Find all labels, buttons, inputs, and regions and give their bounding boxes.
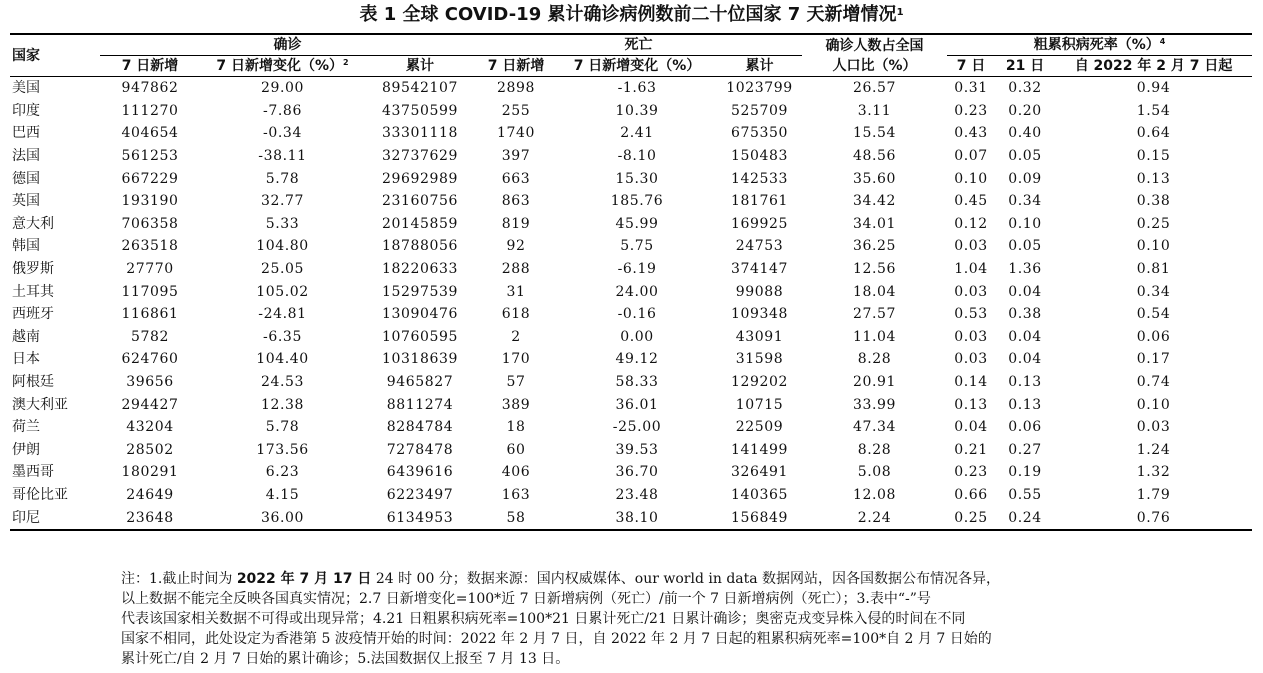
cell-deaths-change7: 15.30	[615, 170, 659, 187]
cell-country: 哥伦比亚	[12, 486, 68, 503]
cell-pop-ratio: 47.34	[852, 419, 897, 436]
cell-cfr-21d: 0.06	[1008, 419, 1042, 436]
cell-cfr-21d: 0.13	[1008, 396, 1042, 413]
cell-deaths-new7: 819	[501, 215, 531, 232]
col-deaths-new7: 7 日新增	[475, 56, 557, 77]
cell-confirmed-new7: 117095	[121, 283, 179, 300]
cell-deaths-new7: 58	[506, 509, 526, 526]
cell-country: 日本	[12, 351, 40, 368]
cell-cfr-21d: 0.13	[1008, 374, 1042, 391]
cell-cfr-since-feb7: 0.54	[1136, 306, 1171, 323]
cell-deaths-change7: -1.63	[617, 80, 657, 97]
cell-confirmed-change7: 5.33	[265, 215, 300, 232]
table-title	[0, 4, 1263, 26]
cell-confirmed-new7: 5782	[130, 328, 170, 345]
table-row	[10, 461, 1252, 484]
cell-country: 美国	[12, 80, 40, 97]
cell-confirmed-change7: -0.34	[263, 125, 302, 142]
cell-cfr-21d: 0.27	[1008, 441, 1042, 458]
cell-pop-ratio: 15.54	[852, 125, 897, 142]
cell-deaths-change7: -25.00	[612, 419, 662, 436]
footnote-line: 国家不相同，此处设定为香港第 5 波疫情开始的时间：2022 年 2 月 7 日，自 2022 年 2 月 7 日起的粗累积病死率=100*自 2 月 7 日始的	[121, 631, 992, 647]
cell-deaths-change7: 0.00	[620, 328, 654, 345]
cell-cfr-since-feb7: 0.76	[1136, 509, 1171, 526]
footnote-line1-pre: 注：1.截止时间为	[121, 571, 237, 587]
cell-deaths-change7: 23.48	[615, 486, 659, 503]
table-row	[10, 326, 1252, 349]
cell-cfr-7d: 0.43	[954, 125, 988, 142]
cell-confirmed-new7: 43204	[126, 419, 174, 436]
cell-cfr-7d: 1.04	[954, 261, 988, 278]
cell-deaths-change7: 185.76	[610, 193, 664, 210]
cell-cfr-7d: 0.21	[954, 441, 988, 458]
cell-deaths-change7: 36.70	[615, 464, 659, 481]
col-pop-ratio-header	[802, 34, 947, 77]
cell-cfr-21d: 0.04	[1008, 351, 1042, 368]
cell-cfr-21d: 0.04	[1008, 328, 1042, 345]
col-deaths-change7: 7 日新增变化（%）	[557, 56, 717, 77]
cell-country: 法国	[12, 148, 40, 165]
table-row	[10, 303, 1252, 326]
cell-deaths-change7: 38.10	[615, 509, 659, 526]
cell-deaths-change7: 39.53	[615, 441, 659, 458]
cell-cfr-7d: 0.03	[954, 351, 988, 368]
cell-confirmed-change7: -6.35	[263, 328, 302, 345]
cell-confirmed-new7: 947862	[121, 80, 179, 97]
title-footnote-mark: 1	[896, 7, 904, 18]
footnote-line: 累计死亡/自 2 月 7 日始的累计确诊；5.法国数据仅上报至 7 月 13 日。	[121, 651, 570, 667]
cell-confirmed-new7: 39656	[126, 374, 174, 391]
cell-cfr-since-feb7: 0.64	[1136, 125, 1171, 142]
cell-pop-ratio: 11.04	[852, 328, 897, 345]
cell-cfr-7d: 0.03	[954, 328, 988, 345]
cell-pop-ratio: 12.08	[852, 486, 897, 503]
cell-deaths-change7: 24.00	[615, 283, 659, 300]
table-row	[10, 258, 1252, 281]
cell-confirmed-total: 9465827	[386, 374, 454, 391]
cell-cfr-since-feb7: 0.17	[1136, 351, 1171, 368]
cell-pop-ratio: 27.57	[852, 306, 897, 323]
header-row-2	[10, 56, 1252, 77]
col-country-header: 国家	[10, 34, 100, 77]
cell-deaths-new7: 31	[506, 283, 526, 300]
cell-deaths-new7: 92	[506, 238, 526, 255]
cell-deaths-total: 326491	[731, 464, 789, 481]
cell-confirmed-change7: -7.86	[263, 102, 302, 119]
cell-confirmed-change7: 32.77	[260, 193, 305, 210]
cell-deaths-new7: 18	[506, 419, 526, 436]
cell-country: 英国	[12, 193, 40, 210]
table-row	[10, 348, 1252, 371]
cell-confirmed-new7: 404654	[121, 125, 179, 142]
cell-deaths-change7: 36.01	[615, 396, 659, 413]
cell-confirmed-total: 15297539	[381, 283, 459, 300]
cell-confirmed-change7: 5.78	[265, 170, 300, 187]
cell-cfr-21d: 0.40	[1008, 125, 1042, 142]
cell-cfr-since-feb7: 1.54	[1136, 102, 1171, 119]
table-title-text: 表 1 全球 COVID-19 累计确诊病例数前二十位国家 7 天新增情况	[359, 4, 897, 25]
cell-confirmed-new7: 24649	[126, 486, 174, 503]
col-group-deaths: 死亡	[475, 34, 802, 56]
pop-ratio-header-line1: 确诊人数占全国	[825, 37, 924, 54]
cell-country: 澳大利亚	[12, 396, 68, 413]
cell-confirmed-new7: 294427	[121, 396, 179, 413]
cell-cfr-21d: 0.09	[1008, 170, 1042, 187]
cell-country: 土耳其	[12, 283, 54, 300]
table-row	[10, 167, 1252, 190]
cell-deaths-change7: 10.39	[615, 102, 659, 119]
cell-deaths-total: 141499	[731, 441, 789, 458]
cell-cfr-7d: 0.25	[954, 509, 988, 526]
cell-confirmed-change7: -38.11	[258, 148, 307, 165]
cell-cfr-7d: 0.53	[954, 306, 988, 323]
cell-deaths-change7: -8.10	[617, 148, 657, 165]
cell-cfr-21d: 0.32	[1008, 80, 1042, 97]
cell-cfr-21d: 0.05	[1008, 238, 1042, 255]
cell-deaths-total: 181761	[731, 193, 789, 210]
cell-deaths-new7: 618	[501, 306, 531, 323]
confirmed-change7-label: 7 日新增变化（%）	[216, 58, 344, 74]
cell-deaths-total: 129202	[731, 374, 789, 391]
cell-deaths-new7: 57	[506, 374, 526, 391]
cell-country: 墨西哥	[12, 464, 54, 481]
cell-cfr-21d: 1.36	[1008, 261, 1042, 278]
table-row	[10, 393, 1252, 416]
cell-confirmed-total: 10318639	[381, 351, 459, 368]
cell-country: 阿根廷	[12, 374, 54, 391]
cell-cfr-7d: 0.10	[954, 170, 988, 187]
col-group-cfr	[947, 34, 1252, 56]
cell-deaths-total: 675350	[731, 125, 789, 142]
cell-cfr-since-feb7: 0.13	[1136, 170, 1171, 187]
cell-cfr-21d: 0.10	[1008, 215, 1042, 232]
cell-cfr-21d: 0.24	[1008, 509, 1042, 526]
cell-pop-ratio: 8.28	[857, 351, 892, 368]
cell-cfr-7d: 0.03	[954, 238, 988, 255]
table-row	[10, 371, 1252, 394]
cell-country: 印尼	[12, 509, 40, 526]
footnote-line: 代表该国家相关数据不可得或出现异常；4.21 日粗累积病死率=100*21 日累计死亡/21 日累计确诊；奥密克戎变异株入侵的时间在不同	[121, 611, 966, 627]
cell-cfr-since-feb7: 0.25	[1136, 215, 1171, 232]
cell-cfr-7d: 0.23	[954, 464, 988, 481]
cell-cfr-21d: 0.19	[1008, 464, 1042, 481]
cell-confirmed-total: 33301118	[381, 125, 459, 142]
table-row	[10, 122, 1252, 145]
cell-deaths-total: 169925	[731, 215, 789, 232]
cell-confirmed-total: 23160756	[381, 193, 459, 210]
cell-confirmed-change7: 6.23	[265, 464, 300, 481]
cell-confirmed-change7: 104.40	[256, 351, 309, 368]
col-confirmed-total: 累计	[365, 56, 475, 77]
cell-confirmed-total: 6134953	[386, 509, 454, 526]
cell-deaths-new7: 163	[501, 486, 531, 503]
cell-cfr-since-feb7: 0.74	[1136, 374, 1171, 391]
cell-country: 意大利	[12, 215, 54, 232]
cell-confirmed-change7: 104.80	[256, 238, 309, 255]
cell-confirmed-new7: 624760	[121, 351, 179, 368]
cell-cfr-7d: 0.45	[954, 193, 988, 210]
cell-confirmed-change7: 12.38	[260, 396, 305, 413]
cell-confirmed-change7: 4.15	[265, 486, 300, 503]
cell-cfr-since-feb7: 0.94	[1136, 80, 1171, 97]
cell-confirmed-new7: 111270	[121, 102, 179, 119]
cell-cfr-21d: 0.20	[1008, 102, 1042, 119]
footnote-line1-post: 24 时 00 分；数据来源：国内权威媒体、our world in data 数据网站，因各国数据公布情况各异，	[371, 571, 1001, 587]
table-row	[10, 77, 1252, 100]
cell-confirmed-total: 43750599	[381, 102, 459, 119]
cell-pop-ratio: 8.28	[857, 441, 892, 458]
cell-cfr-since-feb7: 0.10	[1136, 238, 1171, 255]
cell-confirmed-total: 13090476	[381, 306, 459, 323]
cell-pop-ratio: 5.08	[857, 464, 892, 481]
cell-pop-ratio: 18.04	[852, 283, 897, 300]
cell-confirmed-change7: 29.00	[260, 80, 305, 97]
cell-confirmed-total: 6223497	[386, 486, 454, 503]
cell-confirmed-total: 6439616	[386, 464, 454, 481]
pop-ratio-header-line2: 人口比（%）	[832, 57, 917, 74]
cell-confirmed-new7: 28502	[126, 441, 174, 458]
cell-country: 印度	[12, 102, 40, 119]
cell-confirmed-new7: 27770	[126, 261, 174, 278]
cell-country: 俄罗斯	[12, 261, 54, 278]
cell-pop-ratio: 48.56	[852, 148, 897, 165]
cell-deaths-new7: 1740	[497, 125, 536, 142]
cell-confirmed-total: 18788056	[381, 238, 459, 255]
cell-deaths-change7: -6.19	[617, 261, 657, 278]
cell-deaths-change7: 49.12	[615, 351, 659, 368]
cell-cfr-7d: 0.23	[954, 102, 988, 119]
cell-deaths-total: 156849	[731, 509, 789, 526]
cell-cfr-21d: 0.34	[1008, 193, 1042, 210]
cell-cfr-7d: 0.12	[954, 215, 988, 232]
cell-confirmed-total: 10760595	[381, 328, 459, 345]
cfr-group-label: 粗累积病死率（%）	[1033, 37, 1160, 53]
cfr-footnote-mark: 4	[1159, 37, 1166, 46]
cell-confirmed-total: 8284784	[386, 419, 454, 436]
cell-confirmed-total: 32737629	[381, 148, 459, 165]
cell-cfr-since-feb7: 0.15	[1136, 148, 1171, 165]
table-row	[10, 506, 1252, 530]
table-row	[10, 439, 1252, 462]
cell-deaths-change7: -0.16	[617, 306, 657, 323]
footnotes	[121, 569, 1151, 669]
table-row	[10, 280, 1252, 303]
cell-deaths-change7: 45.99	[615, 215, 659, 232]
table-row	[10, 235, 1252, 258]
cell-deaths-new7: 663	[501, 170, 531, 187]
table-row	[10, 100, 1252, 123]
cell-confirmed-change7: 24.53	[260, 374, 305, 391]
cell-pop-ratio: 36.25	[852, 238, 897, 255]
cell-confirmed-change7: 105.02	[256, 283, 309, 300]
cell-deaths-total: 99088	[735, 283, 784, 300]
change7-footnote-mark: 2	[343, 58, 349, 67]
table-row	[10, 416, 1252, 439]
col-confirmed-new7: 7 日新增	[100, 56, 200, 77]
cell-cfr-21d: 0.55	[1008, 486, 1042, 503]
cell-deaths-new7: 255	[501, 102, 531, 119]
cell-cfr-7d: 0.14	[954, 374, 988, 391]
cell-deaths-change7: 58.33	[615, 374, 659, 391]
cell-confirmed-new7: 706358	[121, 215, 179, 232]
cell-confirmed-total: 7278478	[386, 441, 454, 458]
cell-deaths-total: 142533	[731, 170, 789, 187]
cell-cfr-7d: 0.66	[954, 486, 988, 503]
cell-cfr-since-feb7: 0.38	[1136, 193, 1171, 210]
cell-confirmed-change7: 173.56	[256, 441, 309, 458]
cell-deaths-total: 31598	[735, 351, 784, 368]
cell-deaths-new7: 60	[506, 441, 526, 458]
cell-confirmed-total: 20145859	[381, 215, 459, 232]
footnote-line	[121, 569, 1151, 589]
cell-pop-ratio: 33.99	[852, 396, 897, 413]
covid-data-table	[10, 33, 1252, 531]
cell-cfr-21d: 0.05	[1008, 148, 1042, 165]
cell-deaths-total: 43091	[735, 328, 784, 345]
cell-confirmed-new7: 23648	[126, 509, 174, 526]
cell-confirmed-total: 18220633	[381, 261, 459, 278]
cell-pop-ratio: 12.56	[852, 261, 897, 278]
cell-deaths-new7: 863	[501, 193, 531, 210]
cell-cfr-since-feb7: 0.34	[1136, 283, 1171, 300]
col-confirmed-change7	[200, 56, 365, 77]
footnote-line: 以上数据不能完全反映各国真实情况；2.7 日新增变化=100*近 7 日新增病例（死亡）/前一个 7 日新增病例（死亡）；3.表中“-”号	[121, 591, 931, 607]
cell-deaths-total: 374147	[731, 261, 789, 278]
table-row	[10, 213, 1252, 236]
cell-cfr-21d: 0.38	[1008, 306, 1042, 323]
col-cfr-21d: 21 日	[995, 56, 1055, 77]
cell-deaths-new7: 288	[501, 261, 531, 278]
col-group-confirmed: 确诊	[100, 34, 475, 56]
cell-deaths-total: 24753	[735, 238, 784, 255]
cell-confirmed-new7: 263518	[121, 238, 179, 255]
cell-cfr-since-feb7: 1.79	[1136, 486, 1171, 503]
cell-deaths-total: 109348	[731, 306, 789, 323]
col-deaths-total: 累计	[717, 56, 802, 77]
footnote-cutoff-date: 2022 年 7 月 17 日	[236, 571, 372, 587]
cell-deaths-change7: 5.75	[620, 238, 654, 255]
cell-deaths-total: 10715	[735, 396, 784, 413]
cell-confirmed-change7: 25.05	[260, 261, 305, 278]
cell-cfr-since-feb7: 0.81	[1136, 261, 1171, 278]
cell-confirmed-new7: 116861	[121, 306, 179, 323]
cell-country: 巴西	[12, 125, 40, 142]
cell-cfr-7d: 0.13	[954, 396, 988, 413]
cell-confirmed-total: 89542107	[381, 80, 459, 97]
cell-deaths-new7: 170	[501, 351, 531, 368]
cell-confirmed-change7: 36.00	[260, 509, 305, 526]
table-row	[10, 190, 1252, 213]
cell-deaths-total: 150483	[731, 148, 789, 165]
cell-pop-ratio: 35.60	[852, 170, 897, 187]
cell-confirmed-change7: 5.78	[265, 419, 300, 436]
cell-pop-ratio: 2.24	[857, 509, 892, 526]
cell-cfr-7d: 0.31	[954, 80, 988, 97]
cell-country: 西班牙	[12, 306, 54, 323]
col-cfr-since-feb7: 自 2022 年 2 月 7 日起	[1055, 56, 1252, 77]
col-cfr-7d: 7 日	[947, 56, 995, 77]
table-row	[10, 145, 1252, 168]
cell-cfr-since-feb7: 1.32	[1136, 464, 1171, 481]
cell-deaths-new7: 2	[511, 328, 521, 345]
table-row	[10, 484, 1252, 507]
cell-country: 越南	[12, 328, 40, 345]
cell-cfr-since-feb7: 0.06	[1136, 328, 1171, 345]
cell-cfr-since-feb7: 1.24	[1136, 441, 1171, 458]
cell-deaths-new7: 406	[501, 464, 531, 481]
cell-pop-ratio: 34.01	[852, 215, 897, 232]
table-body	[10, 77, 1252, 530]
cell-deaths-total: 22509	[735, 419, 784, 436]
cell-pop-ratio: 3.11	[857, 102, 892, 119]
cell-deaths-total: 525709	[731, 102, 789, 119]
cell-confirmed-new7: 180291	[121, 464, 179, 481]
cell-cfr-7d: 0.04	[954, 419, 988, 436]
cell-deaths-new7: 397	[501, 148, 531, 165]
cell-country: 荷兰	[12, 419, 40, 436]
cell-deaths-new7: 389	[501, 396, 531, 413]
cell-confirmed-change7: -24.81	[258, 306, 307, 323]
cell-confirmed-new7: 561253	[121, 148, 179, 165]
header-row-1	[10, 34, 1252, 56]
cell-cfr-21d: 0.04	[1008, 283, 1042, 300]
cell-cfr-since-feb7: 0.10	[1136, 396, 1171, 413]
cell-deaths-total: 140365	[731, 486, 789, 503]
cell-deaths-change7: 2.41	[620, 125, 654, 142]
cell-deaths-new7: 2898	[497, 80, 536, 97]
cell-confirmed-new7: 667229	[121, 170, 179, 187]
cell-cfr-7d: 0.03	[954, 283, 988, 300]
cell-confirmed-new7: 193190	[121, 193, 179, 210]
cell-cfr-7d: 0.07	[954, 148, 988, 165]
cell-pop-ratio: 26.57	[852, 80, 897, 97]
cell-confirmed-total: 8811274	[386, 396, 454, 413]
cell-cfr-since-feb7: 0.03	[1136, 419, 1171, 436]
cell-deaths-total: 1023799	[726, 80, 793, 97]
cell-country: 德国	[12, 170, 40, 187]
cell-country: 韩国	[12, 238, 40, 255]
cell-confirmed-total: 29692989	[381, 170, 459, 187]
cell-pop-ratio: 20.91	[852, 374, 897, 391]
cell-country: 伊朗	[12, 441, 40, 458]
cell-pop-ratio: 34.42	[852, 193, 897, 210]
